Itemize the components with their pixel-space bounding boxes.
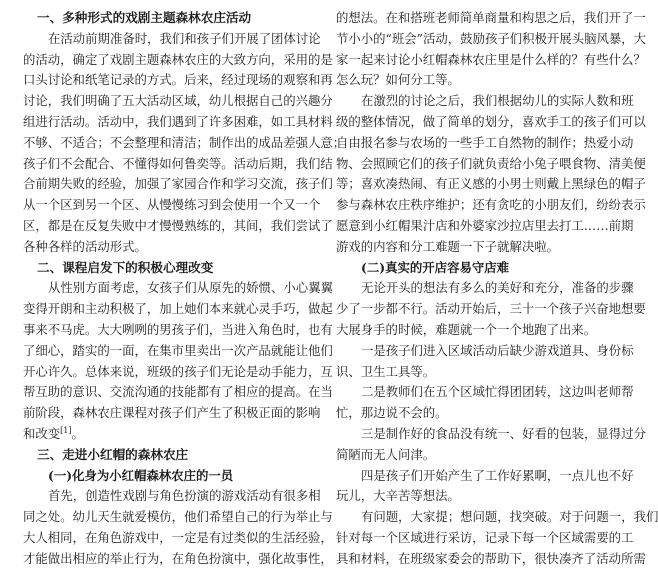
paragraph-line: 大人相同，在角色游戏中，一定是有过类似的生活经验， <box>23 529 333 545</box>
subsection-heading-1: (一)化身为小红帽森林农庄的一员 <box>48 467 234 483</box>
paragraph-line: 同之处。幼儿天生就爱模仿，他们希望自己的行为举止与 <box>23 509 333 525</box>
paragraph-line: 区，都是在反复失败中才慢慢熟练的，其间，我们尝试了 <box>23 217 333 233</box>
paragraph-line: 各种各样的活动形式。 <box>23 238 147 254</box>
paragraph-line: 帮互助的意识、交流沟通的技能都有了相应的提高。在当 <box>23 384 333 400</box>
paragraph-line: 等；喜欢凑热闹、有正义感的小男士则戴上黑绿色的帽子 <box>336 176 646 192</box>
paragraph-line: 首先，创造性戏剧与角色扮演的游戏活动有很多相 <box>48 488 321 504</box>
paragraph-line: 四是孩子们开始产生了工作好累啊，一点儿也不好 <box>361 467 634 483</box>
paragraph-text: 和改变 <box>23 425 61 441</box>
paragraph-line: 一是孩子们进入区域活动后缺少游戏道具、身份标 <box>361 342 634 358</box>
paragraph-line: 家一起来讨论小红帽森林农庄里是什么样的？有些什么？ <box>336 51 646 67</box>
paragraph-line: 物、会照顾它们的孩子们就负责给小兔子喂食物、清美便 <box>336 155 646 171</box>
paragraph-line: 简陋而无人问津。 <box>336 446 436 462</box>
paragraph-line: 二是教师们在五个区域忙得团团转，这边叫老师帮 <box>361 384 634 400</box>
section-heading-1: 一、多种形式的戏剧主题森林农庄活动 <box>37 10 252 25</box>
paragraph-line: 的活动，确定了戏剧主题森林农庄的大致方向，采用的是 <box>23 51 333 67</box>
paragraph-line: 事来不马虎。大大咧咧的男孩子们，当进入角色时，也有 <box>23 321 333 337</box>
paragraph-line: 有问题，大家提；想问题，找突破。对于问题一，我们 <box>361 509 658 525</box>
paragraph-line: 三是制作好的食品没有统一、好看的包装，显得过分 <box>361 425 646 441</box>
paragraph-line: 在激烈的讨论之后，我们根据幼儿的实际人数和班 <box>361 93 634 109</box>
paragraph-line: 愿意到小红帽果汁店和外婆家沙拉店里去打工……前期 <box>336 217 634 233</box>
citation-ref: [1] <box>60 425 72 435</box>
paragraph-line: 从一个区到另一个区、从慢慢练习到会使用一个又一个 <box>23 197 321 213</box>
paragraph-line: 识、卫生工具等。 <box>336 363 436 379</box>
paragraph-line: 口头讨论和纸笔记录的方式。后来，经过现场的观察和再 <box>23 72 333 88</box>
paragraph-line: 合前期失败的经验，加强了家园合作和学习交流，孩子们 <box>23 176 333 192</box>
paragraph-line: 节小小的“班会”活动，鼓励孩子们积极开展头脑风暴，大 <box>336 30 647 46</box>
paragraph-line: 玩儿，大辛苦等想法。 <box>336 488 460 504</box>
subsection-heading-2: (二)真实的开店容易守店难 <box>361 259 510 275</box>
paragraph-line: 开心许久。总体来说，班级的孩子们无论是动手能力，互 <box>23 363 333 379</box>
paragraph-line: 无论开头的想法有多么的美好和充分，准备的步骤 <box>361 280 634 296</box>
paragraph-line: 游戏的内容和分工难题一下子就解决啦。 <box>336 238 560 254</box>
paragraph-line: 了细心，踏实的一面，在集市里卖出一次产品就能让他们 <box>23 342 333 358</box>
paragraph-line: 讨论，我们明确了五大活动区域，幼儿根据自己的兴趣分 <box>23 93 333 109</box>
paragraph-line: 变得开朗和主动积极了，加上她们本来就心灵手巧，做起 <box>23 301 333 317</box>
paragraph-line: 在活动前期准备时，我们和孩子们开展了团体讨论 <box>48 30 321 46</box>
paragraph-line-with-citation <box>23 424 306 445</box>
section-heading-2: 二、课程启发下的积极心理改变 <box>37 259 214 275</box>
paragraph-line: 的想法。在和搭班老师简单商量和构思之后，我们开了一 <box>336 10 646 25</box>
left-column <box>23 8 346 570</box>
paragraph-line: 才能做出相应的举止行为，在角色扮演中，强化故事性， <box>23 550 333 566</box>
paragraph-line: 从性别方面考虑，女孩子们从原先的娇惯、小心翼翼 <box>48 280 333 296</box>
paragraph-line: 怎么玩？如何分工等。 <box>336 72 460 88</box>
paragraph-line: 孩子们不会配合、不懂得如何鲁奕等。活动后期，我们结 <box>23 155 333 171</box>
right-column <box>336 8 658 570</box>
paragraph-line: 组进行活动。活动中，我们遇到了许多困难，如工具材料 <box>23 113 333 129</box>
paragraph-line: 前阶段，森林农庄课程对孩子们产生了积极正面的影响 <box>23 405 321 421</box>
paragraph-line: 级的整体情况，做了简单的划分，喜欢手工的孩子们可以 <box>336 113 646 129</box>
paragraph-line: 不够、不适合；不会整理和清洁；制作出的成品差强人意； <box>23 134 346 150</box>
paragraph-line: 大展身手的时候，难题就一个一个地跑了出来。 <box>336 321 597 337</box>
section-heading-3: 三、走进小红帽的森林农庄 <box>37 446 189 462</box>
paragraph-line: 忙，那边说不会的。 <box>336 405 448 421</box>
paragraph-line: 针对每一个区域进行采访，记录下每一个区域需要的工 <box>336 529 634 545</box>
paragraph-line: 具和材料，在班级家委会的帮助下，很快凑齐了活动所需 <box>336 550 646 566</box>
paragraph-line: 自由报名参与农场的一些手工自然物的制作；热爱小动 <box>336 134 634 150</box>
paragraph-line: 参与森林农庄秩序维护；还有贪吃的小朋友们，纷纷表示 <box>336 197 646 213</box>
paragraph-line: 少了一步都不行。活动开始后，三十一个孩子兴奋地想要 <box>336 301 646 317</box>
paragraph-text-end: 。 <box>71 425 84 441</box>
